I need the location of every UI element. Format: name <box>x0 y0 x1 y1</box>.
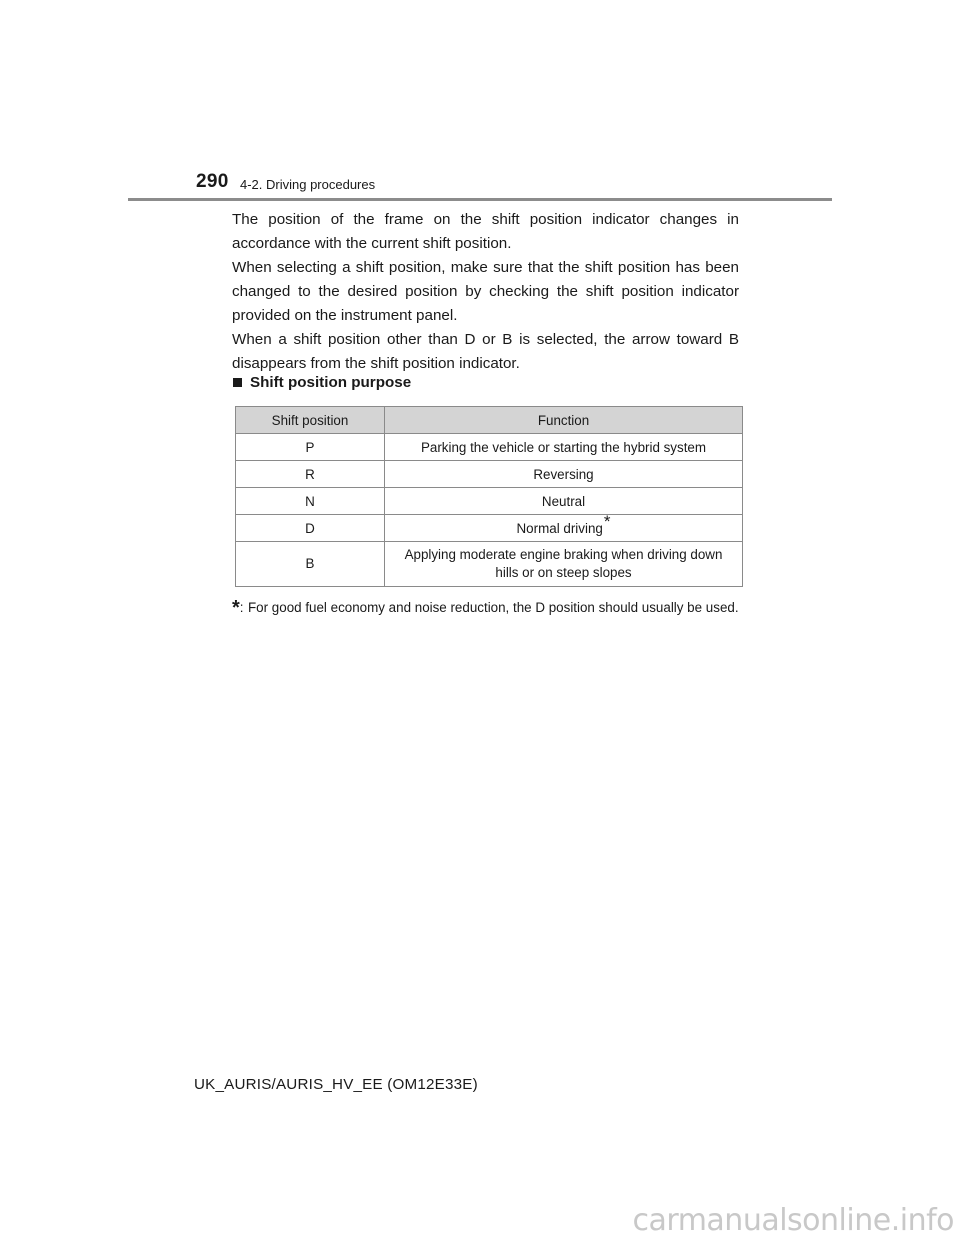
table-row <box>236 488 743 515</box>
cell-function-text: Normal driving <box>516 520 603 536</box>
header-rule <box>128 198 832 201</box>
footnote-marker: * <box>603 511 611 531</box>
shift-position-table <box>235 406 743 587</box>
footnote-text: For good fuel economy and noise reduction, the D position should usually be used. <box>248 600 739 615</box>
square-bullet-icon <box>233 378 242 387</box>
paragraph-arrow-disappears: When a shift position other than D or B is selected, the arrow toward B disappears from the shift position indicator. <box>232 331 739 372</box>
footnote-star: * <box>232 597 240 619</box>
document-code: UK_AURIS/AURIS_HV_EE (OM12E33E) <box>194 1076 478 1093</box>
table-row <box>236 434 743 461</box>
paragraph-check-shift-position: When selecting a shift position, make sure that the shift position has been changed to the desired position by checking the shift position indicator provided on the instrument panel. <box>232 259 739 324</box>
cell-position: N <box>236 488 385 515</box>
paragraph-frame-indicator: The position of the frame on the shift position indicator changes in accordance with the current shift position. <box>232 211 739 252</box>
footnote-mark: *: <box>232 597 244 619</box>
cell-position: P <box>236 434 385 461</box>
cell-position: R <box>236 461 385 488</box>
column-header-shift-position: Shift position <box>236 407 385 434</box>
cell-function: Neutral <box>385 488 743 515</box>
subheading-shift-position-purpose <box>232 374 411 391</box>
table-row <box>236 461 743 488</box>
column-header-function: Function <box>385 407 743 434</box>
cell-position: D <box>236 515 385 542</box>
table-row <box>236 515 743 542</box>
cell-function: Reversing <box>385 461 743 488</box>
page-number: 290 <box>196 171 229 192</box>
subheading-text: Shift position purpose <box>250 374 412 391</box>
cell-function <box>385 511 743 542</box>
table-row <box>236 542 743 587</box>
watermark: carmanualsonline.info <box>632 1203 954 1238</box>
footnote <box>232 598 742 618</box>
cell-function: Applying moderate engine braking when driving down hills or on steep slopes <box>385 542 743 587</box>
table-header-row <box>236 407 743 434</box>
section-title: 4-2. Driving procedures <box>240 177 376 192</box>
cell-position: B <box>236 542 385 587</box>
cell-function: Parking the vehicle or starting the hybrid system <box>385 434 743 461</box>
